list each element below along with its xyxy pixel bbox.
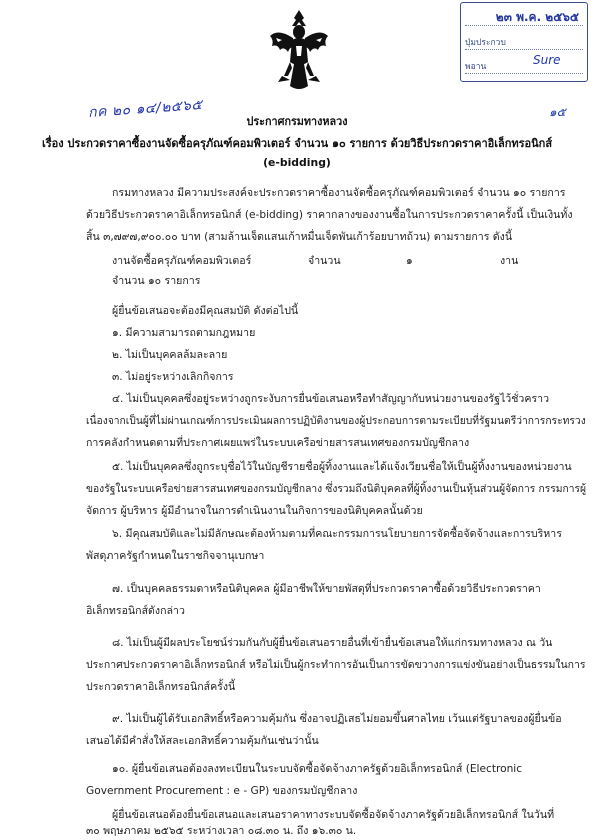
qual-7-line-2: อิเล็กทรอนิกส์ดังกล่าว (86, 605, 185, 617)
qual-4-line-1: ๔. ไม่เป็นบุคคลซึ่งอยู่ระหว่างถูกระงับการยื่นข้อเสนอหรือทำสัญญากับหน่วยงานของรัฐไว้ชั่วคราว (112, 393, 550, 405)
item-qty: ๑ (406, 255, 413, 267)
item-sub: จำนวน ๑๐ รายการ (112, 275, 201, 287)
closing-line-2: ๓๐ พฤษภาคม ๒๕๖๕ ระหว่างเวลา ๐๘.๓๐ น. ถึง ๑๖.๓๐ น. (86, 825, 357, 837)
qual-6-line-1: ๖. มีคุณสมบัติและไม่มีลักษณะต้องห้ามตามที่คณะกรรมการนโยบายการจัดซื้อจัดจ้างและการบริหาร (112, 528, 562, 540)
qual-10-line-1: ๑๐. ผู้ยื่นข้อเสนอต้องลงทะเบียนในระบบจัดซื้อจัดจ้างภาครัฐด้วยอิเล็กทรอนิกส์ (Electronic (112, 763, 523, 775)
qual-8-line-2: ประกาศประกวดราคาอิเล็กทรอนิกส์ หรือไม่เป็นผู้กระทำการอันเป็นการขัดขวางการแข่งขันอย่างเป็นธรรมในการ (86, 659, 586, 671)
qual-10-line-2: Government Procurement : e - GP) ของกรมบัญชีกลาง (86, 785, 358, 797)
qual-8-line-3: ประกวดราคาอิเล็กทรอนิกส์ครั้งนี้ (86, 681, 236, 693)
qual-9-line-1: ๙. ไม่เป็นผู้ได้รับเอกสิทธิ์หรือความคุ้มกัน ซึ่งอาจปฏิเสธไม่ยอมขึ้นศาลไทย เว้นแต่รัฐบาลของผู้ยื่นข้อ (112, 713, 562, 725)
qual-1: ๑. มีความสามารถตามกฎหมาย (112, 327, 256, 339)
qual-5-line-1: ๕. ไม่เป็นบุคคลซึ่งถูกระบุชื่อไว้ในบัญชีรายชื่อผู้ทิ้งงานและได้แจ้งเวียนชื่อให้เป็นผู้ทิ้งงานของหน่วยงาน (112, 461, 572, 473)
stamp-received-label: ปุ่มประกวบ (465, 38, 506, 48)
stamp-date: ๒๓ พ.ค. ๒๕๖๕ (495, 10, 579, 24)
qual-6-line-2: พัสดุภาครัฐกำหนดในราชกิจจานุเบกษา (86, 550, 265, 562)
intro-line-2: ด้วยวิธีประกวดราคาอิเล็กทรอนิกส์ (e-bidding) ราคากลางของงานซื้อในการประกวดราคาครั้งนี้ เป็นเงินทั้ง (86, 209, 573, 221)
qual-4-line-3: การคลังกำหนดตามที่ประกาศเผยแพร่ในระบบเครือข่ายสารสนเทศของกรมบัญชีกลาง (86, 437, 470, 449)
item-unit: งาน (500, 255, 519, 267)
stamp-time-mark: ๑๕ (549, 105, 566, 119)
garuda-emblem-icon (268, 6, 330, 94)
qual-7-line-1: ๗. เป็นบุคคลธรรมดาหรือนิติบุคคล ผู้มีอาชีพให้ขายพัสดุที่ประกวดราคาซื้อด้วยวิธีประกวดราคา (112, 583, 541, 595)
qual-9-line-2: เสนอได้มีคำสั่งให้สละเอกสิทธิ์ความคุ้มกันเช่นว่านั้น (86, 735, 319, 747)
announcement-subject-suffix: (e-bidding) (263, 156, 331, 169)
intro-line-1: กรมทางหลวง มีความประสงค์จะประกวดราคาซื้องานจัดซื้อครุภัณฑ์คอมพิวเตอร์ จำนวน ๑๐ รายการ (112, 187, 566, 199)
qual-heading: ผู้ยื่นข้อเสนอจะต้องมีคุณสมบัติ ดังต่อไปนี้ (112, 305, 299, 317)
qual-2: ๒. ไม่เป็นบุคคลล้มละลาย (112, 349, 228, 361)
closing-line-1: ผู้ยื่นข้อเสนอต้องยื่นข้อเสนอและเสนอราคาทางระบบจัดซื้อจัดจ้างภาครัฐด้วยอิเล็กทรอนิกส์ ในวันที่ (112, 809, 555, 821)
item-qty-label: จำนวน (308, 255, 341, 267)
qual-4-line-2: เนื่องจากเป็นผู้ที่ไม่ผ่านเกณฑ์การประเมินผลการปฏิบัติงานของผู้ประกอบการตามระเบียบที่รัฐมนตรีว่าการกระทรวง (86, 415, 586, 427)
announcement-subject: เรื่อง ประกวดราคาซื้องานจัดซื้อครุภัณฑ์คอมพิวเตอร์ จำนวน ๑๐ รายการ ด้วยวิธีประกวดราคาอิเล็กทรอนิกส์ (41, 137, 553, 150)
intro-line-3: สิ้น ๓,๗๙๗,๙๐๐.๐๐ บาท (สามล้านเจ็ดแสนเก้าหมื่นเจ็ดพันเก้าร้อยบาทถ้วน) ตามรายการ ดังนี้ (86, 231, 513, 243)
stamp-time-label: พอาน (465, 62, 487, 72)
item-name: งานจัดซื้อครุภัณฑ์คอมพิวเตอร์ (112, 255, 252, 267)
received-stamp (460, 2, 588, 119)
handwritten-reference: กค ๒๐ ๑๔/๒๕๖๕ (87, 97, 203, 121)
qual-5-line-2: ของรัฐในระบบเครือข่ายสารสนเทศของกรมบัญชีกลาง ซึ่งรวมถึงนิติบุคคลที่ผู้ทิ้งงานเป็นหุ้นส่วนผู้จัดการ กรรมการผู้ (86, 483, 587, 495)
stamp-signature: Sure (533, 53, 561, 67)
qual-5-line-3: จัดการ ผู้บริหาร ผู้มีอำนาจในการดำเนินงานในกิจการของนิติบุคคลนั้นด้วย (86, 505, 423, 517)
qual-3: ๓. ไม่อยู่ระหว่างเลิกกิจการ (112, 371, 234, 383)
qual-8-line-1: ๘. ไม่เป็นผู้มีผลประโยชน์ร่วมกันกับผู้ยื่นข้อเสนอรายอื่นที่เข้ายื่นข้อเสนอให้แก่กรมทางหลวง ณ วัน (112, 637, 553, 649)
announcement-org: ประกาศกรมทางหลวง (246, 115, 348, 128)
